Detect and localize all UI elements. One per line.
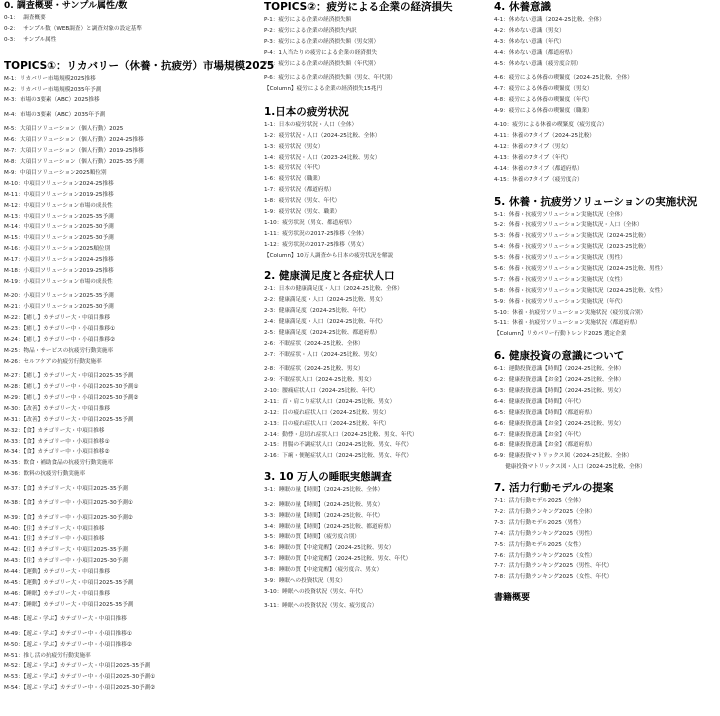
toc-item: 1-12：疲労状況の2017-25推移（男女） (264, 241, 368, 248)
toc-item: 0-1： 調査概要 (4, 15, 46, 21)
toc-item: M-28：【癒し】カテゴリー中・小項目2025-30予測① (4, 384, 139, 391)
toc-item: M-43：【住】カテゴリー中・小項目2025-30予測 (4, 558, 128, 565)
toc-item: 2-4：健康満足度・人口（2024-25比較、年代） (264, 319, 387, 326)
section-heading: 0. 調査概要・サンプル属性/数 (4, 1, 128, 11)
toc-item: M-14：中項目ソリューション2025-30予測 (4, 224, 114, 231)
toc-item: M-26：セルフケアの抗疲労行動実施率 (4, 358, 102, 365)
toc-item: 4-4：休めない意識（都道府県） (494, 49, 576, 56)
toc-item: M-22：【癒し】カテゴリー大・中項目推移 (4, 315, 111, 322)
toc-item: M-30：【改善】カテゴリー大・中項目推移 (4, 405, 111, 412)
toc-item: 2-10：腰痛症状人口（2024-25比較、年代） (264, 388, 379, 395)
toc-item: M-27：【癒し】カテゴリー大・中項目2025-35予測 (4, 373, 134, 380)
toc-item: 2-7：不眠症状・人口（2024-25比較、男女） (264, 351, 381, 358)
section-heading: 2. 健康満足度と各症状人口 (264, 270, 395, 283)
toc-item: 2-12：目の疲れ症状人口（2024-25比較、男女） (264, 409, 390, 416)
toc-item: M-48：【遊ぶ・学ぶ】カテゴリー大・中項目推移 (4, 616, 127, 623)
toc-item: 3-5：睡眠の質【時間】（疲労度合別） (264, 534, 360, 541)
toc-item: M-19：小項目ソリューション市場の成長性 (4, 278, 113, 285)
toc-column-1 (4, 0, 275, 694)
toc-item: M-42：【住】カテゴリー大・中項目2025-35予測 (4, 547, 128, 554)
toc-item: 3-6：睡眠の質【中途覚醒】（2024-25比較、男女） (264, 545, 395, 552)
toc-item-list (264, 500, 486, 598)
section-heading: 6. 健康投資の意識について (494, 350, 625, 363)
toc-item: 2-16：下痢・便秘症状人口（2024-25比較、男女、年代） (264, 453, 412, 460)
toc-item: M-46：【睡眠】カテゴリー大・中項目推移 (4, 590, 111, 597)
toc-item-list (4, 13, 254, 46)
toc-item: P-6：疲労による企業の経済損失額（男女、年代別） (264, 75, 396, 82)
toc-item: 1-9：疲労状況（男女、職業） (264, 208, 341, 215)
toc-item: 3-10：睡眠への投資状況（男女、年代） (264, 588, 367, 595)
toc-item: 4-11：休養の7タイプ（2024-25比較） (494, 133, 595, 140)
toc-item: 7-3：活力行動モデル2025（男性） (494, 519, 585, 526)
toc-item: M-8：大項目ソリューション（個人行動）2025-35予測 (4, 159, 144, 166)
toc-item: 4-6：疲労による休養の喫緊度（2024-25比較、全体） (494, 75, 633, 82)
toc-item: 2-5：健康満足度（2024-25比較、都道府県） (264, 329, 381, 336)
toc-item-list (494, 73, 720, 117)
toc-item-list (4, 74, 254, 107)
toc-item: 1-8：疲労状況（男女、年代） (264, 198, 341, 205)
toc-item: 6-7：健康投資意識【お金】（年代） (494, 431, 585, 438)
toc-item: M-45：【運動】カテゴリー大・中項目2025-35予測 (4, 580, 134, 587)
toc-item: M-24：【癒し】カテゴリー中・小項目推移② (4, 336, 116, 343)
toc-item-list (264, 601, 486, 612)
toc-item: M-47：【睡眠】カテゴリー大・中項目2025-35予測 (4, 601, 134, 608)
toc-item-list (494, 496, 720, 583)
toc-item: 3-8：睡眠の質【中途覚醒】（疲労度合、男女） (264, 567, 383, 574)
toc-item: 1-4：疲労状況・人口（2023-24比較、男女） (264, 154, 381, 161)
toc-item: 5-7：休養・抗疲労ソリューション実施状況（女性） (494, 276, 626, 283)
toc-item-list (264, 284, 486, 360)
toc-item: 1-6：疲労状況（職業） (264, 176, 324, 183)
toc-item: 3-4：睡眠の量【時間】（2024-25比較、都道府県） (264, 523, 395, 530)
toc-item: 3-9：睡眠への投資状況（男女） (264, 577, 346, 584)
toc-item: 2-1：日本の健康満足度・人口（2024-25比較、全体） (264, 286, 403, 293)
toc-item: M-49：【遊ぶ・学ぶ】カテゴリー中・小項目推移① (4, 630, 132, 637)
toc-item: M-33：【食】カテゴリー中・小項目推移① (4, 438, 110, 445)
toc-item: M-29：【癒し】カテゴリー中・小項目2025-30予測② (4, 394, 139, 401)
toc-item: M-3：市場の3要素（ABC）2025推移 (4, 97, 100, 104)
toc-item: M-12：中項目ソリューション市場の成長性 (4, 202, 113, 209)
toc-item: 4-14：休養の7タイプ（都道府県） (494, 165, 583, 172)
toc-item: M-20：小項目ソリューション2025-35予測 (4, 293, 114, 300)
toc-item-list (4, 484, 254, 495)
toc-item: M-7：大項目ソリューション（個人行動）2019-25推移 (4, 148, 144, 155)
toc-item: 健康投資マトリックス図・人口（2024-25比較、全体） (494, 464, 646, 471)
toc-item: 5-4：休養・抗疲労ソリューション実施状況（2023-25比較） (494, 244, 650, 251)
toc-item-list (4, 291, 254, 367)
toc-item: M-40：【住】カテゴリー大・中項目推移 (4, 525, 105, 532)
toc-item: M-17：小項目ソリューション2024-25推移 (4, 257, 114, 264)
section-heading: 1.日本の疲労状況 (264, 105, 349, 118)
toc-item: 7-5：活力行動モデル2025（女性） (494, 541, 585, 548)
toc-item: M-9：中項目ソリューション2025順位別 (4, 169, 107, 176)
toc-item: 1-3：疲労状況（男女） (264, 143, 324, 150)
toc-item: P-2：疲労による企業の経済損失内訳 (264, 27, 357, 34)
toc-item: M-32：【食】カテゴリー大・中項目推移 (4, 427, 105, 434)
toc-item: 4-7：疲労による休養の喫緊度（男女） (494, 85, 593, 92)
toc-item: 5-11：休養・抗疲労ソリューション実施状況（都道府県） (494, 320, 641, 327)
toc-item: M-37：【食】カテゴリー大・中項目2025-35予測 (4, 485, 128, 492)
toc-item: 6-3：健康投資意識【時間】（2024-25比較、男女） (494, 388, 625, 395)
toc-item: 2-8：不眠症状（2024-25比較、男女） (264, 366, 364, 373)
toc-item: M-5：大項目ソリューション（個人行動）2025 (4, 126, 124, 133)
toc-item-list (494, 210, 720, 341)
toc-item: 2-3：健康満足度（2024-25比較、年代） (264, 308, 370, 315)
toc-item: 5-3：休養・抗疲労ソリューション実施状況（2024-25比較） (494, 233, 650, 240)
toc-item: 4-12：休養の7タイプ（男女） (494, 143, 572, 150)
toc-item-list (4, 513, 254, 611)
section-heading: 4. 休養意識 (494, 1, 551, 13)
toc-item: 2-9：不眠症状人口（2024-25比較、男女） (264, 377, 375, 384)
toc-item: M-36：飲料の抗疲労行動実施率 (4, 471, 86, 478)
toc-item: M-2：リカバリー市場規模2035年予測 (4, 86, 102, 93)
toc-item: 4-2：休めない意識（男女） (494, 27, 565, 34)
toc-item: 【Column】疲労による企業の経済損失15兆円 (264, 85, 383, 92)
toc-item: 1-1：日本の疲労状況・人口（全体） (264, 121, 358, 128)
toc-item: M-35：飲食・補助食品の抗疲労行動実施率 (4, 460, 114, 467)
toc-item: 1-7：疲労状況（都道府県） (264, 187, 335, 194)
toc-item: M-13：中項目ソリューション2025-35予測 (4, 213, 114, 220)
toc-item-list (4, 371, 254, 480)
toc-item: 4-10：疲労による休養の喫緊度（疲労度合） (494, 122, 608, 129)
toc-item: 2-13：目の疲れ症状人口（2024-25比較、年代） (264, 420, 390, 427)
toc-item: M-10：中項目ソリューション2024-25推移 (4, 180, 114, 187)
toc-item: 7-8：活力行動ランキング2025（女性、年代） (494, 574, 613, 581)
toc-item-list (264, 364, 486, 462)
toc-item: 6-6：健康投資意識【お金】（2024-25比較、男女） (494, 420, 625, 427)
toc-item: 2-14：動悸・息切れ症状人口（2024-25比較、男女、年代） (264, 431, 418, 438)
toc-item: 4-1：休めない意識（2024-25比較、全体） (494, 17, 605, 23)
toc-item: 5-9：休養・抗疲労ソリューション実施状況（年代） (494, 298, 626, 305)
toc-item: P-1：疲労による企業の経済損失額 (264, 17, 352, 23)
toc-item: 0-3： サンプル属性 (4, 36, 57, 43)
toc-item: M-44：【運動】カテゴリー大・中項目推移 (4, 569, 111, 576)
section-heading: TOPICS②：疲労による企業の経済損失 (264, 1, 453, 13)
toc-item: 【Column】リカバリー行動トレンド2025 選定企業 (494, 331, 627, 338)
toc-item: M-39：【食】カテゴリー中・小項目2025-30予測② (4, 514, 133, 521)
toc-item: 2-2：健康満足度・人口（2024-25比較、男女） (264, 297, 387, 304)
toc-item: 0-2： サンプル数（WEB調査）と調査対象の設定基準 (4, 25, 142, 32)
toc-item: 4-13：休養の7タイプ（年代） (494, 154, 572, 161)
toc-item: 4-15：休養の7タイプ（疲労度合） (494, 176, 583, 183)
toc-item: 2-11：首・肩こり症状人口（2024-25比較、男女） (264, 398, 396, 405)
toc-column-2 (264, 0, 486, 612)
toc-item-list (4, 498, 254, 509)
toc-item: 6-9：健康投資マトリックス図（2024-25比較、全体） (494, 453, 633, 460)
section-heading: 書籍概要 (494, 593, 531, 604)
toc-item: 1-2：疲労状況・人口（2024-25比較、全体） (264, 132, 381, 139)
toc-item: 4-8：疲労による休養の喫緊度（年代） (494, 96, 593, 103)
section-heading: 3. 10 万人の睡眠実態調査 (264, 471, 392, 484)
toc-item: 1-5：疲労状況（年代） (264, 165, 324, 172)
toc-item: 4-5：休めない意識（疲労度合別） (494, 60, 582, 67)
toc-item-list (494, 120, 720, 185)
toc-item: 4-9：疲労による休養の喫緊度（職業） (494, 107, 593, 114)
toc-item: 5-1：休養・抗疲労ソリューション実施状況（全体） (494, 211, 626, 218)
toc-item: M-11：中項目ソリューション2019-25推移 (4, 191, 114, 198)
toc-item-list (264, 15, 486, 69)
toc-item: 3-2：睡眠の量【時間】（2024-25比較、男女） (264, 501, 384, 508)
toc-item: 7-7：活力行動ランキング2025（男性、年代） (494, 563, 613, 570)
toc-item: P-3：疲労による企業の経済損失額（男女別） (264, 38, 380, 45)
toc-item: 7-1：活力行動モデル2025（全体） (494, 498, 585, 505)
toc-item: 6-2：健康投資意識【お金】（2024-25比較、全体） (494, 377, 625, 384)
toc-item: 6-8：健康投資意識【お金】（都道府県） (494, 442, 596, 449)
toc-item: M-50：【遊ぶ・学ぶ】カテゴリー中・小項目推移② (4, 641, 132, 648)
toc-item: P-4：1人当たりの疲労による企業の経済損失 (264, 49, 378, 56)
toc-item-list (4, 124, 254, 287)
section-heading: 7. 活力行動モデルの提案 (494, 482, 614, 495)
toc-item: M-38：【食】カテゴリー中・小項目2025-30予測① (4, 500, 133, 507)
toc-item: 6-1：運動投資意識【時間】（2024-25比較、全体） (494, 366, 625, 373)
toc-item: 5-10：休養・抗疲労ソリューション実施状況（疲労度合別） (494, 309, 647, 316)
toc-item-list (4, 614, 254, 625)
toc-item: M-31：【改善】カテゴリー大・中項目2025-35予測 (4, 416, 134, 423)
toc-item: 1-10：疲労状況（男女、都道府県） (264, 219, 356, 226)
toc-item: 6-4：健康投資意識【時間】（年代） (494, 398, 585, 405)
toc-item: 4-3：休めない意識（年代） (494, 38, 565, 45)
toc-item: M-41：【住】カテゴリー中・小項目推移 (4, 536, 105, 543)
toc-item-list (4, 629, 254, 694)
toc-item: 7-6：活力行動ランキング2025（女性） (494, 552, 596, 559)
toc-item: 3-7：睡眠の質【中途覚醒】（2024-25比較、男女、年代） (264, 556, 412, 563)
toc-item: 2-15：胃腸の不調症状人口（2024-25比較、男女、年代） (264, 442, 412, 449)
toc-item-list (264, 120, 486, 262)
section-heading: TOPICS①：リカバリー（休養・抗疲労）市場規模2025 (4, 59, 275, 72)
toc-item: M-51：推し活の抗疲労行動実施率 (4, 652, 91, 659)
toc-item: 2-6：不眠症状（2024-25比較、全体） (264, 340, 364, 347)
toc-item: M-25：物品・サービスの抗疲労行動実施率 (4, 347, 114, 354)
toc-item: M-53：【遊ぶ・学ぶ】カテゴリー中・小項目2025-30予測① (4, 674, 156, 681)
toc-item: M-34：【食】カテゴリー中・小項目推移② (4, 449, 110, 456)
toc-item: M-1：リカバリー市場規模2025推移 (4, 75, 96, 82)
toc-item: M-4：市場の3要素（ABC）2035年予測 (4, 111, 106, 118)
toc-item: 3-3：睡眠の量【時間】（2024-25比較、年代） (264, 512, 384, 519)
toc-item-list (264, 485, 486, 496)
toc-item: M-21：小項目ソリューション2025-30予測 (4, 304, 114, 311)
toc-item: 1-11：疲労状況の2017-25推移（全体） (264, 230, 368, 237)
toc-item: M-16：小項目ソリューション2025順位別 (4, 246, 111, 253)
toc-item: M-18：小項目ソリューション2019-25推移 (4, 268, 114, 274)
toc-item-list (264, 73, 486, 95)
toc-item: M-52：【遊ぶ・学ぶ】カテゴリー大・中項目2025-35予測 (4, 663, 151, 670)
toc-item: M-15：中項目ソリューション2025-30予測 (4, 235, 114, 242)
toc-item-list (494, 15, 720, 69)
toc-item: M-23：【癒し】カテゴリー中・小項目推移① (4, 326, 116, 333)
toc-item: 7-4：活力行動ランキング2025（男性） (494, 530, 596, 537)
toc-item: P-5：疲労による企業の経済損失額（年代別） (264, 60, 380, 67)
toc-item: M-6：大項目ソリューション（個人行動）2024-25推移 (4, 137, 144, 144)
toc-item: 3-11：睡眠への投資状況（男女、疲労度合） (264, 603, 378, 610)
section-heading: 5. 休養・抗疲労ソリューションの実施状況 (494, 195, 698, 208)
toc-item-list (4, 110, 254, 121)
toc-item: M-54：【遊ぶ・学ぶ】カテゴリー中・小項目2025-30予測② (4, 685, 156, 692)
toc-item: 5-8：休養・抗疲労ソリューション実施状況（2024-25比較、女性） (494, 287, 666, 294)
toc-item: 【Column】10万人調査から日本の疲労状況を解説 (264, 252, 394, 259)
toc-item-list (494, 364, 720, 473)
toc-item: 5-6：休養・抗疲労ソリューション実施状況（2024-25比較、男性） (494, 266, 666, 272)
toc-item: 7-2：活力行動ランキング2025（全体） (494, 509, 596, 516)
toc-item: 5-2：休養・抗疲労ソリューション実施状況・人口（全体） (494, 222, 643, 229)
toc-item: 6-5：健康投資意識【時間】（都道府県） (494, 409, 596, 416)
toc-column-3 (494, 0, 720, 605)
toc-item: 5-5：休養・抗疲労ソリューション実施状況（男性） (494, 255, 626, 262)
toc-item: 3-1：睡眠の量【時間】（2024-25比較、全体） (264, 487, 384, 494)
